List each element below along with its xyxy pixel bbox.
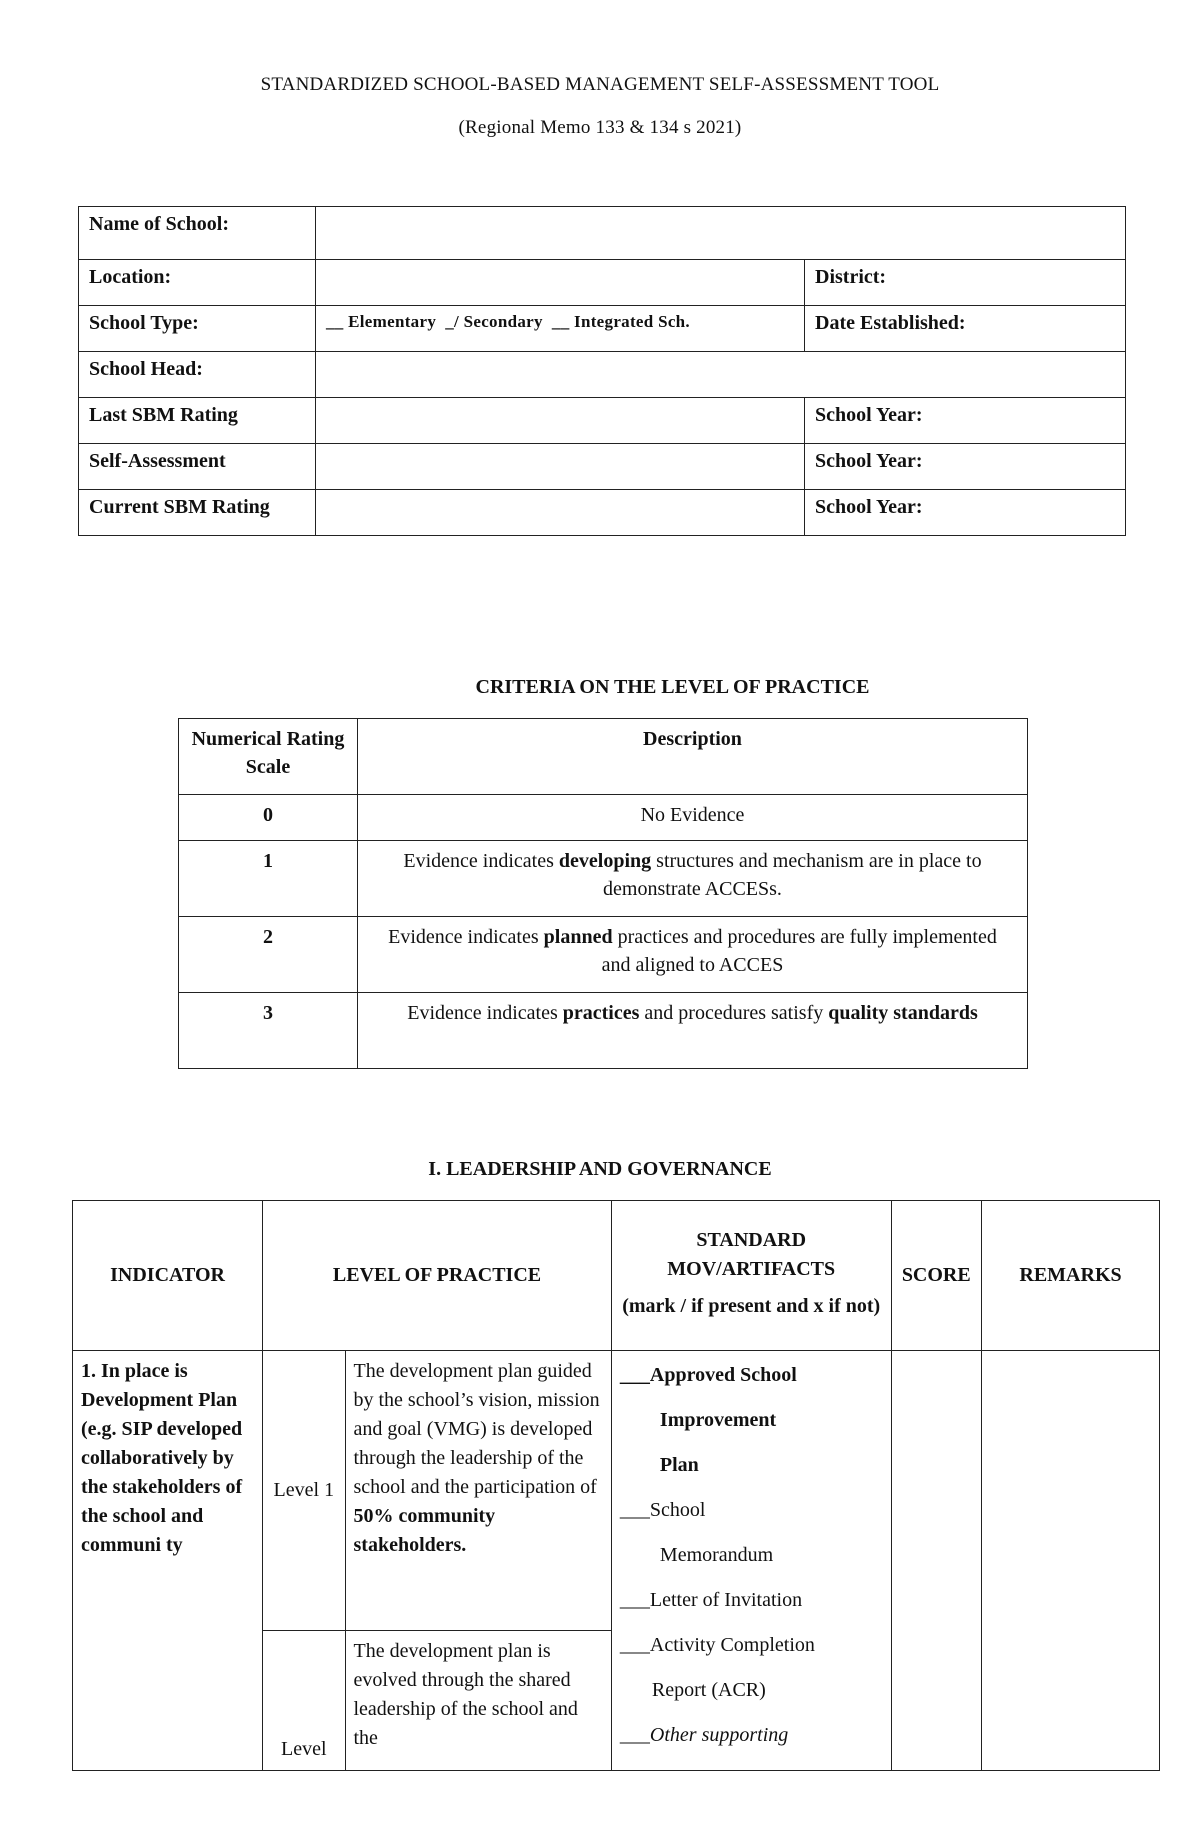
school-year-label: School Year: <box>805 444 1126 490</box>
section-title: I. LEADERSHIP AND GOVERNANCE <box>428 1158 772 1180</box>
last-sbm-rating-label: Last SBM Rating <box>79 398 316 444</box>
school-type-label: School Type: <box>79 306 316 352</box>
rating-description: Evidence indicates practices and procedures satisfy quality standards <box>358 993 1028 1069</box>
mov-item-cont: Memorandum <box>659 1544 774 1566</box>
school-year-label: School Year: <box>805 490 1126 536</box>
standard-mov-header: STANDARD MOV/ARTIFACTS (mark / if present and x if not) <box>611 1201 891 1351</box>
level-1-description: The development plan guided by the school’s vision, mission and goal (VMG) is developed through the leadership of the school and the participation of 50% community stakeholders. <box>345 1351 611 1631</box>
rating-description: Evidence indicates developing structures and mechanism are in place to demonstrate ACCESs. <box>358 841 1028 917</box>
date-established-label: Date Established: <box>805 306 1126 352</box>
mov-item: ___Activity Completion <box>619 1634 815 1656</box>
rating-value: 2 <box>179 917 358 993</box>
indicator-1: 1. In place is Development Plan (e.g. SIP developed collaboratively by the stakeholders of the school and communi ty <box>73 1351 263 1771</box>
table-row <box>179 795 1028 841</box>
location-value <box>316 260 805 306</box>
table-row <box>179 917 1028 993</box>
mov-item-cont: Plan <box>659 1454 699 1476</box>
mov-item: ___School <box>619 1499 706 1521</box>
school-year-label: School Year: <box>805 398 1126 444</box>
rating-value: 0 <box>179 795 358 841</box>
level-2-label: Level <box>263 1631 345 1771</box>
criteria-table <box>178 718 1028 1069</box>
self-assessment-value <box>316 444 805 490</box>
remarks-cell <box>982 1351 1160 1771</box>
rating-value: 3 <box>179 993 358 1069</box>
remarks-header: REMARKS <box>982 1201 1160 1351</box>
table-row <box>179 993 1028 1069</box>
level-1-label: Level 1 <box>263 1351 345 1631</box>
indicator-header: INDICATOR <box>73 1201 263 1351</box>
name-of-school-value <box>316 207 1126 260</box>
document-subtitle: (Regional Memo 133 & 134 s 2021) <box>458 117 742 138</box>
mov-list <box>611 1351 891 1771</box>
mov-item: ___Other supporting <box>619 1724 789 1746</box>
mov-item: ___Letter of Invitation <box>619 1589 803 1611</box>
level-2-description: The development plan is evolved through the shared leadership of the school and the <box>345 1631 611 1771</box>
school-info-table <box>78 206 1126 536</box>
mov-item-cont: Report (ACR) <box>651 1679 766 1701</box>
location-label: Location: <box>79 260 316 306</box>
current-sbm-rating-label: Current SBM Rating <box>79 490 316 536</box>
mov-item: ___Approved School <box>619 1364 797 1386</box>
school-type-options: __ Elementary _/ Secondary __ Integrated Sch. <box>316 306 805 352</box>
rating-scale-header: Numerical Rating Scale <box>179 719 358 795</box>
leadership-table <box>72 1200 1160 1771</box>
level-of-practice-header: LEVEL OF PRACTICE <box>263 1201 612 1351</box>
self-assessment-label: Self-Assessment <box>79 444 316 490</box>
description-header: Description <box>358 719 1028 795</box>
criteria-title: CRITERIA ON THE LEVEL OF PRACTICE <box>475 676 870 698</box>
school-head-label: School Head: <box>79 352 316 398</box>
mov-item-cont: Improvement <box>659 1409 777 1431</box>
school-head-value <box>316 352 1126 398</box>
score-header: SCORE <box>891 1201 981 1351</box>
rating-value: 1 <box>179 841 358 917</box>
current-sbm-rating-value <box>316 490 805 536</box>
rating-description: No Evidence <box>358 795 1028 841</box>
score-cell <box>891 1351 981 1771</box>
district-label: District: <box>805 260 1126 306</box>
name-of-school-label: Name of School: <box>79 207 316 260</box>
document-title: STANDARDIZED SCHOOL-BASED MANAGEMENT SELF-ASSESSMENT TOOL <box>260 74 940 95</box>
table-row <box>179 841 1028 917</box>
rating-description: Evidence indicates planned practices and procedures are fully implemented and aligned to ACCES <box>358 917 1028 993</box>
last-sbm-rating-value <box>316 398 805 444</box>
